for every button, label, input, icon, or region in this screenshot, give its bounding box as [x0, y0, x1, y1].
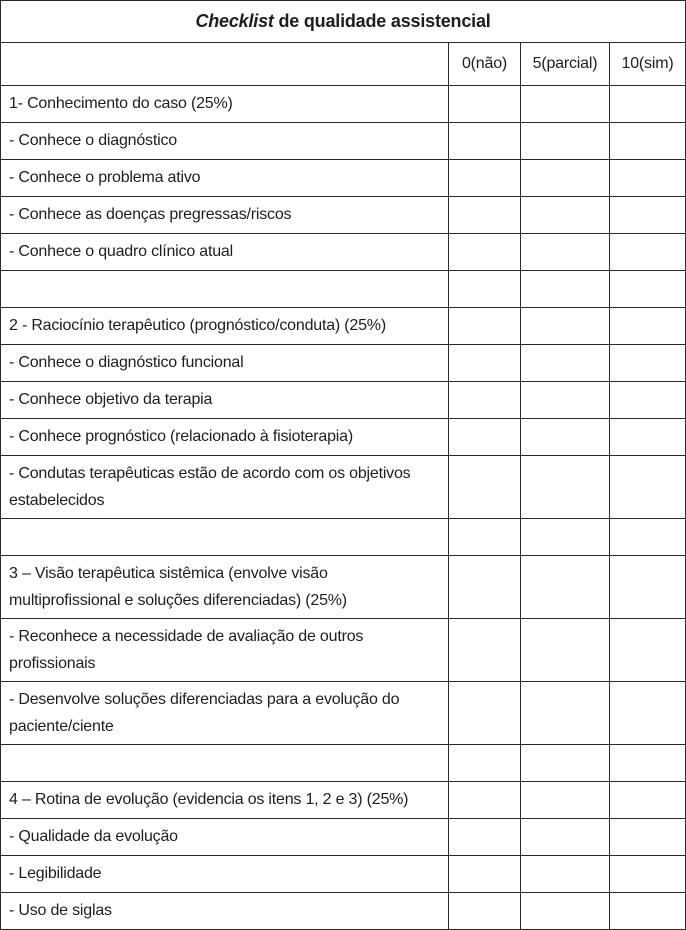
checklist-row [1, 197, 686, 234]
score-cell-nao[interactable] [449, 619, 521, 682]
score-cell-parcial[interactable] [521, 271, 610, 308]
score-cell-parcial[interactable] [521, 519, 610, 556]
checklist-row [1, 419, 686, 456]
score-cell-nao[interactable] [449, 197, 521, 234]
item-label: 3 – Visão terapêutica sistêmica (envolve visão multiprofissional e soluções diferenciadas) (25%) [1, 556, 449, 619]
item-label: 1- Conhecimento do caso (25%) [1, 86, 449, 123]
checklist-row [1, 556, 686, 619]
score-cell-nao[interactable] [449, 234, 521, 271]
score-cell-parcial[interactable] [521, 556, 610, 619]
score-cell-nao[interactable] [449, 856, 521, 893]
score-cell-parcial[interactable] [521, 619, 610, 682]
score-cell-sim[interactable] [610, 308, 686, 345]
score-cell-sim[interactable] [610, 419, 686, 456]
score-cell-nao[interactable] [449, 745, 521, 782]
spacer-row [1, 745, 686, 782]
checklist-row [1, 123, 686, 160]
item-label: - Legibilidade [1, 856, 449, 893]
item-label: - Conhece o problema ativo [1, 160, 449, 197]
item-label: - Conhece objetivo da terapia [1, 382, 449, 419]
score-cell-parcial[interactable] [521, 456, 610, 519]
score-cell-sim[interactable] [610, 234, 686, 271]
checklist-row [1, 345, 686, 382]
score-cell-sim[interactable] [610, 619, 686, 682]
table-title-emphasis: Checklist [195, 11, 274, 31]
score-cell-parcial[interactable] [521, 382, 610, 419]
table-title [1, 1, 686, 43]
checklist-row [1, 856, 686, 893]
item-label: - Condutas terapêuticas estão de acordo com os objetivos estabelecidos [1, 456, 449, 519]
score-cell-nao[interactable] [449, 819, 521, 856]
score-cell-parcial[interactable] [521, 782, 610, 819]
header-blank-cell [1, 43, 449, 86]
score-cell-sim[interactable] [610, 456, 686, 519]
score-cell-sim[interactable] [610, 519, 686, 556]
table-title-rest: de qualidade assistencial [273, 11, 491, 31]
item-label: 4 – Rotina de evolução (evidencia os itens 1, 2 e 3) (25%) [1, 782, 449, 819]
checklist-body [1, 86, 686, 930]
item-label: - Conhece o diagnóstico funcional [1, 345, 449, 382]
score-cell-nao[interactable] [449, 519, 521, 556]
score-cell-parcial[interactable] [521, 123, 610, 160]
score-cell-parcial[interactable] [521, 893, 610, 930]
item-label: - Uso de siglas [1, 893, 449, 930]
score-cell-nao[interactable] [449, 419, 521, 456]
column-header-parcial: 5(parcial) [521, 43, 610, 86]
item-label: - Reconhece a necessidade de avaliação de outros profissionais [1, 619, 449, 682]
score-cell-sim[interactable] [610, 745, 686, 782]
checklist-row [1, 456, 686, 519]
score-cell-parcial[interactable] [521, 345, 610, 382]
score-cell-sim[interactable] [610, 160, 686, 197]
score-cell-sim[interactable] [610, 197, 686, 234]
checklist-row [1, 86, 686, 123]
score-cell-nao[interactable] [449, 345, 521, 382]
score-cell-parcial[interactable] [521, 419, 610, 456]
score-cell-parcial[interactable] [521, 86, 610, 123]
score-cell-parcial[interactable] [521, 682, 610, 745]
column-header-sim: 10(sim) [610, 43, 686, 86]
item-label: - Qualidade da evolução [1, 819, 449, 856]
item-label: - Conhece o quadro clínico atual [1, 234, 449, 271]
checklist-row [1, 782, 686, 819]
score-cell-nao[interactable] [449, 160, 521, 197]
score-cell-nao[interactable] [449, 456, 521, 519]
header-row [1, 43, 686, 86]
checklist-row [1, 819, 686, 856]
score-cell-parcial[interactable] [521, 308, 610, 345]
checklist-row [1, 619, 686, 682]
score-cell-sim[interactable] [610, 856, 686, 893]
score-cell-sim[interactable] [610, 819, 686, 856]
score-cell-nao[interactable] [449, 86, 521, 123]
score-cell-parcial[interactable] [521, 745, 610, 782]
score-cell-sim[interactable] [610, 556, 686, 619]
score-cell-nao[interactable] [449, 682, 521, 745]
spacer-row [1, 519, 686, 556]
item-label [1, 271, 449, 308]
item-label: - Desenvolve soluções diferenciadas para a evolução do paciente/ciente [1, 682, 449, 745]
item-label [1, 519, 449, 556]
score-cell-nao[interactable] [449, 123, 521, 160]
column-header-nao: 0(não) [449, 43, 521, 86]
checklist-row [1, 160, 686, 197]
spacer-row [1, 271, 686, 308]
score-cell-parcial[interactable] [521, 197, 610, 234]
score-cell-nao[interactable] [449, 893, 521, 930]
score-cell-sim[interactable] [610, 382, 686, 419]
checklist-row [1, 893, 686, 930]
item-label: - Conhece as doenças pregressas/riscos [1, 197, 449, 234]
checklist-row [1, 682, 686, 745]
checklist-row [1, 382, 686, 419]
score-cell-sim[interactable] [610, 123, 686, 160]
score-cell-sim[interactable] [610, 345, 686, 382]
score-cell-sim[interactable] [610, 86, 686, 123]
checklist-row [1, 234, 686, 271]
score-cell-nao[interactable] [449, 382, 521, 419]
score-cell-sim[interactable] [610, 682, 686, 745]
item-label [1, 745, 449, 782]
score-cell-parcial[interactable] [521, 856, 610, 893]
checklist-row [1, 308, 686, 345]
score-cell-sim[interactable] [610, 271, 686, 308]
item-label: - Conhece prognóstico (relacionado à fisioterapia) [1, 419, 449, 456]
score-cell-parcial[interactable] [521, 234, 610, 271]
score-cell-nao[interactable] [449, 271, 521, 308]
score-cell-nao[interactable] [449, 556, 521, 619]
score-cell-parcial[interactable] [521, 160, 610, 197]
score-cell-sim[interactable] [610, 893, 686, 930]
item-label: - Conhece o diagnóstico [1, 123, 449, 160]
score-cell-sim[interactable] [610, 782, 686, 819]
item-label: 2 - Raciocínio terapêutico (prognóstico/conduta) (25%) [1, 308, 449, 345]
score-cell-parcial[interactable] [521, 819, 610, 856]
score-cell-nao[interactable] [449, 308, 521, 345]
score-cell-nao[interactable] [449, 782, 521, 819]
